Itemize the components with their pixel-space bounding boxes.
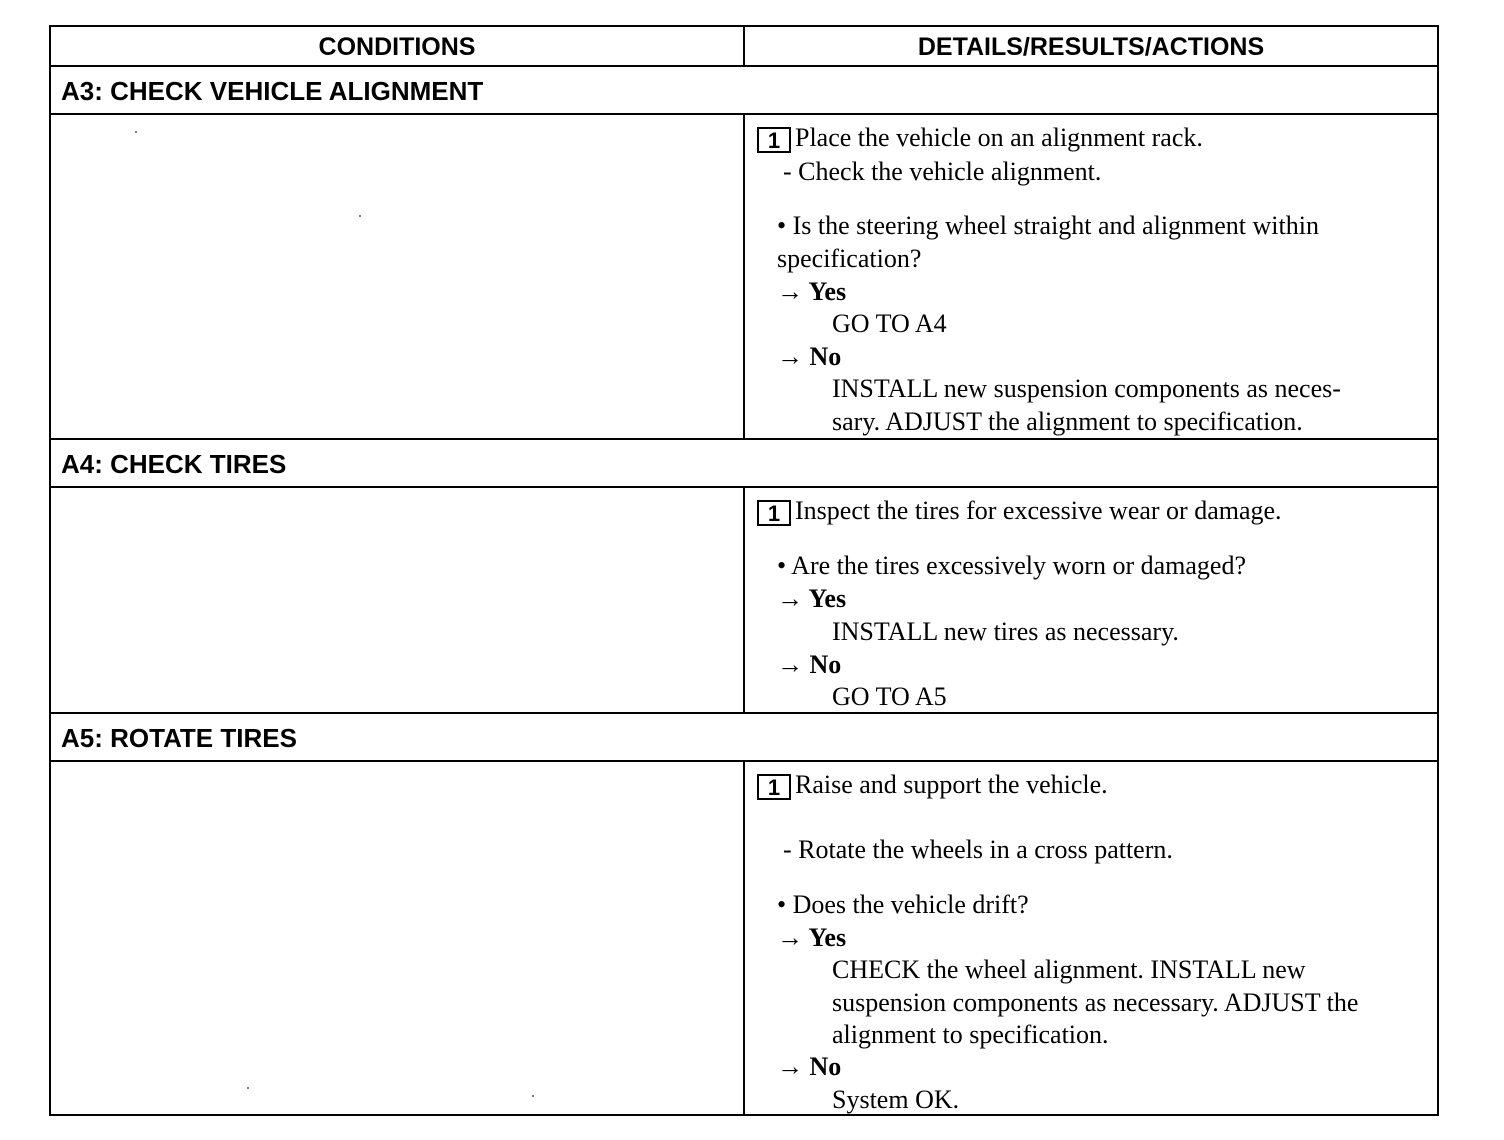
table-header [51, 27, 1437, 67]
section-body-a5 [51, 762, 1437, 1114]
sub-step-text: - Check the vehicle alignment. [783, 157, 1102, 186]
yes-action-cont: suspension components as necessary. ADJUST the [832, 988, 1359, 1017]
yes-label: → Yes [777, 584, 847, 613]
conditions-cell-a4 [51, 488, 745, 712]
section-title-a4: A4: CHECK TIRES [51, 440, 1437, 488]
details-cell-a5 [745, 762, 1437, 1114]
sub-step-text: - Rotate the wheels in a cross pattern. [783, 835, 1173, 864]
section-body-a3 [51, 115, 1437, 440]
section-title-a3: A3: CHECK VEHICLE ALIGNMENT [51, 67, 1437, 115]
no-label: → No [777, 342, 842, 371]
conditions-cell-a3 [51, 115, 745, 438]
yes-label: → Yes [777, 277, 847, 306]
question-text: • Are the tires excessively worn or damaged? [777, 551, 1246, 580]
question-text-cont: specification? [777, 244, 922, 273]
details-cell-a3 [745, 115, 1437, 438]
yes-action: INSTALL new tires as necessary. [832, 617, 1179, 646]
diagnostic-table [49, 25, 1439, 1116]
question-text: • Is the steering wheel straight and alignment within [777, 211, 1319, 240]
no-action: GO TO A5 [832, 682, 947, 711]
yes-action: GO TO A4 [832, 309, 947, 338]
scan-speck [359, 215, 361, 217]
yes-action: CHECK the wheel alignment. INSTALL new [832, 955, 1306, 984]
scan-speck [135, 131, 137, 133]
question-text: • Does the vehicle drift? [777, 890, 1029, 919]
no-label: → No [777, 1052, 842, 1081]
no-action: System OK. [832, 1085, 960, 1114]
conditions-cell-a5 [51, 762, 745, 1114]
step-number-box: 1 [757, 500, 791, 526]
scan-speck [532, 1095, 534, 1097]
conditions-header: CONDITIONS [51, 27, 745, 65]
no-action-cont: sary. ADJUST the alignment to specification. [832, 407, 1303, 436]
yes-action-cont: alignment to specification. [832, 1020, 1109, 1049]
step-number-box: 1 [757, 127, 791, 153]
section-title-a5: A5: ROTATE TIRES [51, 714, 1437, 762]
no-action: INSTALL new suspension components as neces- [832, 374, 1341, 403]
step-text: Place the vehicle on an alignment rack. [795, 123, 1203, 152]
yes-label: → Yes [777, 923, 847, 952]
step-text: Raise and support the vehicle. [795, 770, 1108, 799]
step-text: Inspect the tires for excessive wear or damage. [795, 496, 1282, 525]
step-number-box: 1 [757, 774, 791, 800]
section-body-a4 [51, 488, 1437, 714]
scan-speck [247, 1087, 249, 1089]
details-cell-a4 [745, 488, 1437, 712]
details-header: DETAILS/RESULTS/ACTIONS [917, 33, 1265, 61]
no-label: → No [777, 650, 842, 679]
